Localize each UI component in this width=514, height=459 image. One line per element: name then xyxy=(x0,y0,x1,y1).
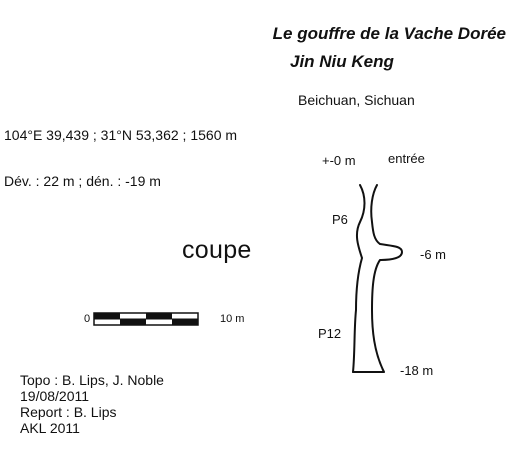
credits-line: Report : B. Lips xyxy=(20,404,117,420)
credits-block xyxy=(20,372,164,436)
credits-line: AKL 2011 xyxy=(20,420,80,436)
development-depth-text: Dév. : 22 m ; dén. : -19 m xyxy=(4,173,161,189)
cave-outline-right-wall xyxy=(353,185,402,372)
coordinates-text: 104°E 39,439 ; 31°N 53,362 ; 1560 m xyxy=(4,127,238,143)
credits-line: 19/08/2011 xyxy=(20,388,90,404)
cave-chinese-name: Jin Niu Keng xyxy=(290,52,394,71)
scale-end-label: 10 m xyxy=(220,313,245,325)
depth-18m-label: -18 m xyxy=(400,363,434,378)
credits-line: Topo : B. Lips, J. Noble xyxy=(20,372,164,388)
pitch-p6-label: P6 xyxy=(332,212,348,227)
entry-label: entrée xyxy=(388,151,425,166)
depth-6m-label: -6 m xyxy=(420,247,446,262)
scale-zero-label: 0 xyxy=(84,313,91,325)
cave-outline-left-wall xyxy=(353,185,365,372)
view-type-label: coupe xyxy=(182,236,252,264)
entry-depth-label: +-0 m xyxy=(322,153,356,168)
pitch-p12-label: P12 xyxy=(318,326,342,341)
cave-title: Le gouffre de la Vache Dorée xyxy=(272,24,506,43)
location-text: Beichuan, Sichuan xyxy=(298,92,415,108)
